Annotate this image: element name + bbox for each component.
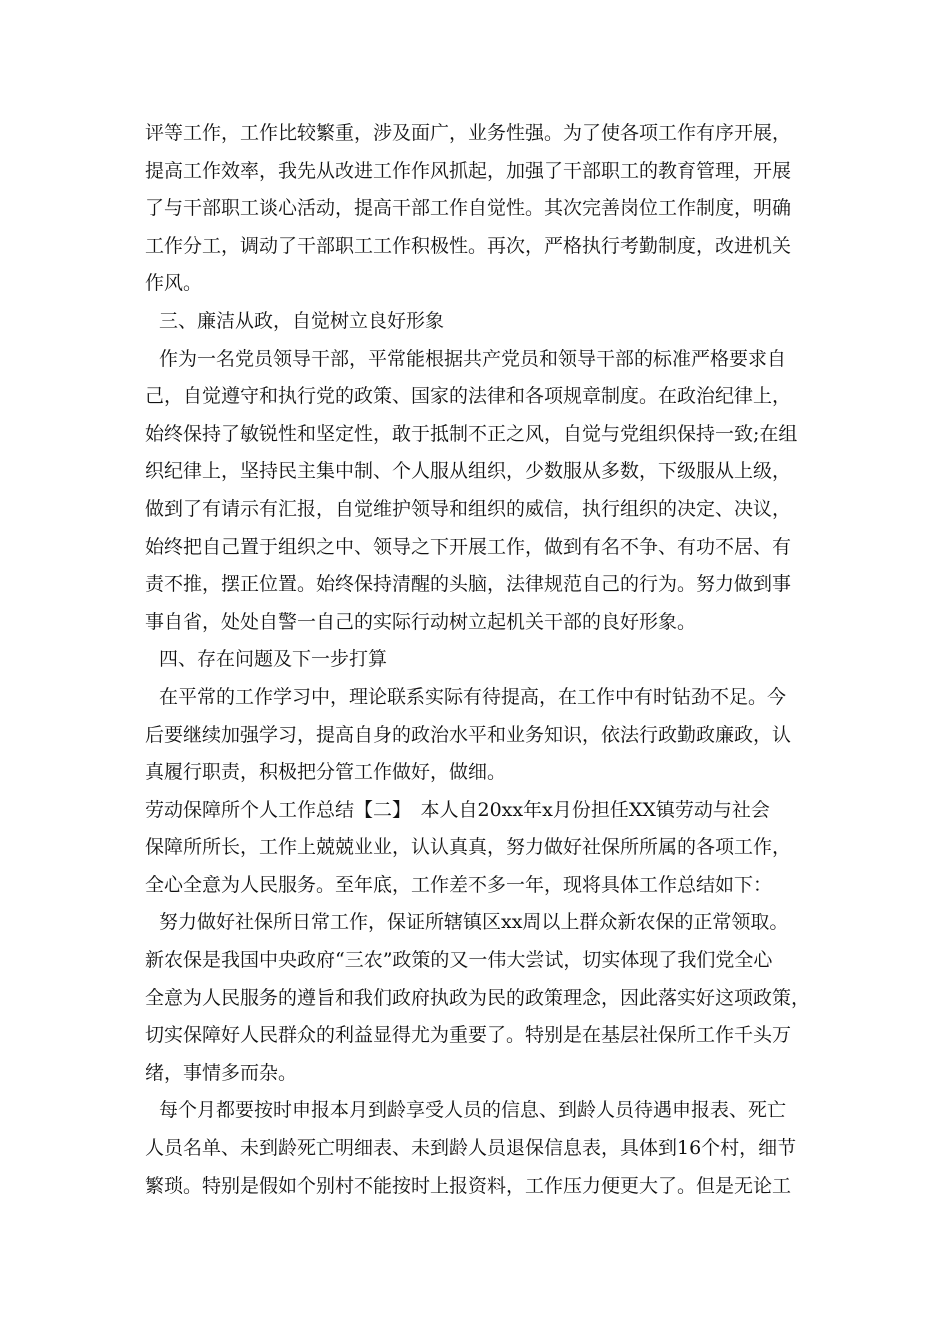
text-line: 人员名单、未到龄死亡明细表、未到龄人员退保信息表，具体到16个村，细节: [145, 1137, 797, 1160]
text-line: 繁琐。特别是假如个别村不能按时上报资料，工作压力便更大了。但是无论工: [145, 1174, 792, 1197]
text-line: 新农保是我国中央政府“三农”政策的又一伟大尝试，切实体现了我们党全心: [145, 949, 773, 972]
section-heading: 三、廉洁从政，自觉树立良好形象: [159, 309, 445, 332]
text-line: 工作分工，调动了干部职工工作积极性。再次，严格执行考勤制度，改进机关: [145, 234, 792, 257]
text-line: 每个月都要按时申报本月到龄享受人员的信息、到龄人员待遇申报表、死亡: [159, 1099, 787, 1122]
text-line: 了与干部职工谈心活动，提高干部工作自觉性。其次完善岗位工作制度，明确: [145, 197, 792, 220]
text-line: 事自省，处处自警一自己的实际行动树立起机关干部的良好形象。: [145, 610, 697, 633]
text-line: 在平常的工作学习中，理论联系实际有待提高，在工作中有时钻劲不足。今: [159, 685, 787, 708]
text-line: 努力做好社保所日常工作，保证所辖镇区xx周以上群众新农保的正常领取。: [159, 911, 789, 934]
text-line: 真履行职责，积极把分管工作做好，做细。: [145, 761, 507, 784]
text-line: 切实保障好人民群众的利益显得尤为重要了。特别是在基层社保所工作千头万: [145, 1024, 792, 1047]
text-line: 后要继续加强学习，提高自身的政治水平和业务知识，依法行政勤政廉政，认: [145, 723, 792, 746]
text-line: 全心全意为人民服务。至年底，工作差不多一年，现将具体工作总结如下：: [145, 873, 773, 896]
text-line: 劳动保障所个人工作总结【二】 本人自20xx年x月份担任XX镇劳动与社会: [145, 798, 770, 821]
text-line: 织纪律上，坚持民主集中制、个人服从组织，少数服从多数，下级服从上级，: [145, 460, 792, 483]
text-line: 提高工作效率，我先从改进工作作风抓起，加强了干部职工的教育管理，开展: [145, 159, 792, 182]
text-line: 作风。: [145, 272, 203, 295]
text-line: 绪，事情多而杂。: [145, 1061, 298, 1084]
text-line: 作为一名党员领导干部，平常能根据共产党员和领导干部的标准严格要求自: [159, 347, 787, 370]
text-line: 做到了有请示有汇报，自觉维护领导和组织的威信，执行组织的决定、决议，: [145, 497, 792, 520]
text-line: 始终保持了敏锐性和坚定性，敢于抵制不正之风，自觉与党组织保持一致;在组: [145, 422, 798, 445]
text-line: 己，自觉遵守和执行党的政策、国家的法律和各项规章制度。在政治纪律上，: [145, 385, 792, 408]
section-heading: 四、存在问题及下一步打算: [159, 648, 388, 671]
text-line: 始终把自己置于组织之中、领导之下开展工作，做到有名不争、有功不居、有: [145, 535, 792, 558]
text-line: 评等工作，工作比较繁重，涉及面广，业务性强。为了使各项工作有序开展，: [145, 122, 792, 144]
text-line: 全意为人民服务的遵旨和我们政府执政为民的政策理念，因此落实好这项政策，: [145, 986, 811, 1009]
document-body: [145, 115, 811, 1205]
text-line: 责不推，摆正位置。始终保持清醒的头脑，法律规范自己的行为。努力做到事: [145, 573, 792, 596]
text-line: 保障所所长，工作上兢兢业业，认认真真，努力做好社保所所属的各项工作，: [145, 836, 792, 859]
